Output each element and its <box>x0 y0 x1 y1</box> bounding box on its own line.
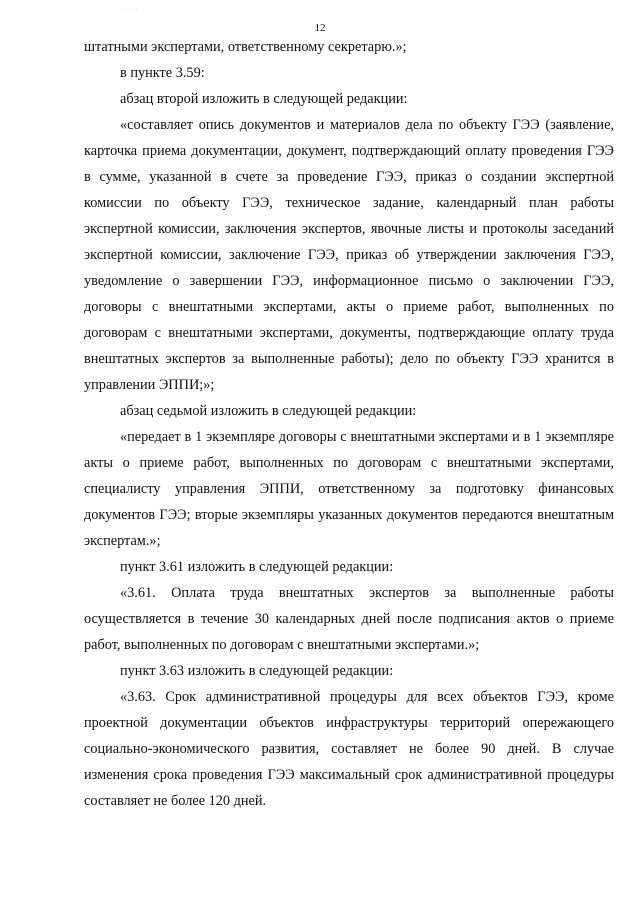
paragraph-clause-3-63: пункт 3.63 изложить в следующей редакции: <box>120 663 394 679</box>
paragraph-quote-inventory: «составляет опись документов и материалов дела по объекту ГЭЭ (заявление, карточка приема документации, документ, подтверждающий оплату проведения ГЭЭ в сумме, указанной в счете за проведение ГЭЭ, приказ о создании экспертной комиссии по объекту ГЭЭ, техническое задание, календарный план работы экспертной комиссии, заключения экспертов, явочные листы и протоколы заседаний экспертной комиссии, заключение ГЭЭ, приказ об утверждении заключения ГЭЭ, уведомление о завершении ГЭЭ, информационное письмо о заключении ГЭЭ, договоры с внештатными экспертами, акты о приеме работ, выполненных по договорам с внештатными экспертами, документы, подтверждающие оплату труда внештатных экспертов за выполненные работы); дело по объекту ГЭЭ хранится в управлении ЭППИ;»; <box>84 117 614 393</box>
scan-mark: · · · <box>124 6 139 13</box>
paragraph-continuation: штатными экспертами, ответственному секретарю.»; <box>84 39 407 55</box>
document-body <box>84 34 614 814</box>
paragraph-clause-3-59: в пункте 3.59: <box>120 65 205 81</box>
paragraph-clause-3-61: пункт 3.61 изложить в следующей редакции: <box>120 559 394 575</box>
paragraph-quote-3-63: «3.63. Срок административной процедуры для всех объектов ГЭЭ, кроме проектной документации объектов инфраструктуры территорий опережающего социально-экономического развития, составляет не более 90 дней. В случае изменения срока проведения ГЭЭ максимальный срок административной процедуры составляет не более 120 дней. <box>84 689 614 809</box>
paragraph-second-abzac: абзац второй изложить в следующей редакции: <box>120 91 408 107</box>
paragraph-quote-3-61: «3.61. Оплата труда внештатных экспертов за выполненные работы осуществляется в течение 30 календарных дней после подписания актов о приеме работ, выполненных по договорам с внештатными экспертами.»; <box>84 585 614 653</box>
paragraph-seventh-abzac: абзац седьмой изложить в следующей редакции: <box>120 403 417 419</box>
page-number: 12 <box>314 22 326 34</box>
paragraph-quote-transfer: «передает в 1 экземпляре договоры с внештатными экспертами и в 1 экземпляре акты о приеме работ, выполненных по договорам с внештатными экспертами, специалисту управления ЭППИ, ответственному за подготовку финансовых документов ГЭЭ; вторые экземпляры указанных документов передаются внештатным экспертам.»; <box>84 429 614 549</box>
